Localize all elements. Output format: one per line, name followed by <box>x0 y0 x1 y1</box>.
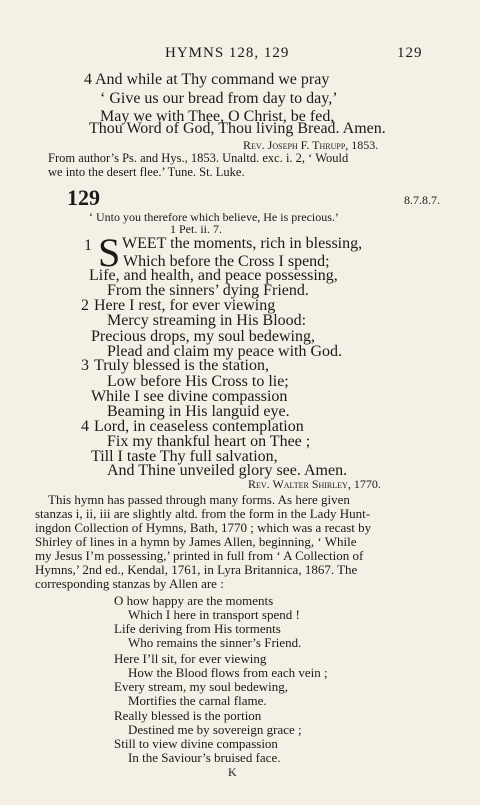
stanza-number: 4 <box>81 418 89 435</box>
quoted-line: Destined me by sovereign grace ; <box>128 722 302 737</box>
meter: 8.7.8.7. <box>404 193 440 207</box>
hymn-line: Fix my thankful heart on Thee ; <box>107 433 311 450</box>
note-line: Hymns,’ 2nd ed., Kendal, 1761, in Lyra Britannica, 1867. The <box>35 562 358 577</box>
hymn-line: ‘ Give us our bread from day to day,’ <box>100 90 338 107</box>
note-line: my Jesus I’m possessing,’ printed in full from ‘ A Collection of <box>35 548 364 563</box>
quoted-line: Which I here in transport spend ! <box>128 607 300 622</box>
quoted-line: Mortifies the carnal flame. <box>128 693 267 708</box>
stanza-number: 3 <box>81 357 89 374</box>
hymn-line: Which before the Cross I spend; <box>123 253 330 270</box>
hymn-line: Truly blessed is the station, <box>94 357 269 374</box>
hymn-line: Beaming in His languid eye. <box>107 403 290 420</box>
note-line: corresponding stanzas by Allen are : <box>35 576 224 591</box>
hymn-line: Lord, in ceaseless contemplation <box>94 418 304 435</box>
hymn-line: And while at Thy command we pray <box>95 71 330 88</box>
quoted-line: Every stream, my soul bedewing, <box>114 679 289 694</box>
note-line: This hymn has passed through many forms. As here given <box>48 492 350 507</box>
author-attribution: Rev. Walter Shirley, 1770. <box>248 477 381 491</box>
hymn-line: Till I taste Thy full salvation, <box>91 448 278 465</box>
source-note: From author’s Ps. and Hys., 1853. Unaltd. exc. i. 2, ‘ Would <box>48 151 349 165</box>
quoted-line: How the Blood flows from each vein ; <box>128 665 328 680</box>
hymn-line: Plead and claim my peace with God. <box>107 343 343 360</box>
quoted-line: Who remains the sinner’s Friend. <box>128 635 302 650</box>
hymn-line: Precious drops, my soul bedewing, <box>91 328 315 345</box>
stanza-number: 4 <box>84 71 92 88</box>
hymn-line: May we with Thee, O Christ, be fed, <box>100 108 335 125</box>
hymn-line: Low before His Cross to lie; <box>107 373 289 390</box>
stanza-number: 2 <box>81 297 89 314</box>
signature-mark: K <box>228 765 237 779</box>
epigraph: ‘ Unto you therefore which believe, He is precious.’ <box>89 210 339 224</box>
note-line: ingdon Collection of Hymns, Bath, 1770 ; which was a recast by <box>35 520 372 535</box>
header-title: HYMNS 128, 129 <box>165 45 290 61</box>
quoted-line: Here I’ll sit, for ever viewing <box>114 651 267 666</box>
hymn-line: Here I rest, for ever viewing <box>94 297 276 314</box>
running-header <box>0 45 480 65</box>
quoted-line: In the Saviour’s bruised face. <box>128 750 281 765</box>
hymn-line: WEET the moments, rich in blessing, <box>122 235 363 252</box>
quoted-line: Really blessed is the portion <box>114 708 262 723</box>
hymn-line: Thou Word of God, Thou living Bread. Amen. <box>89 120 386 137</box>
hymn-number: 129 <box>67 185 100 210</box>
epigraph-reference: 1 Pet. ii. 7. <box>170 222 223 236</box>
hymn-line: And Thine unveiled glory see. Amen. <box>107 462 348 479</box>
page-number: 129 <box>397 45 423 61</box>
stanza-number: 1 <box>84 237 92 254</box>
quoted-line: Still to view divine compassion <box>114 736 278 751</box>
author-attribution: Rev. Joseph F. Thrupp, 1853. <box>243 138 379 152</box>
note-line: stanzas i, ii, iii are slightly altd. from the form in the Lady Hunt- <box>35 506 371 521</box>
source-note: we into the desert flee.’ Tune. St. Luke. <box>48 165 245 179</box>
hymn-line: From the sinners’ dying Friend. <box>107 282 309 299</box>
quoted-line: O how happy are the moments <box>114 593 274 608</box>
quoted-line: Life deriving from His torments <box>114 621 281 636</box>
hymn-line: Life, and health, and peace possessing, <box>89 267 338 284</box>
hymn-line: Mercy streaming in His Blood: <box>107 312 307 329</box>
drop-cap: S <box>98 230 121 275</box>
hymn-line: While I see divine compassion <box>91 388 288 405</box>
note-line: Shirley of lines in a hymn by James Allen, beginning, ‘ While <box>35 534 357 549</box>
